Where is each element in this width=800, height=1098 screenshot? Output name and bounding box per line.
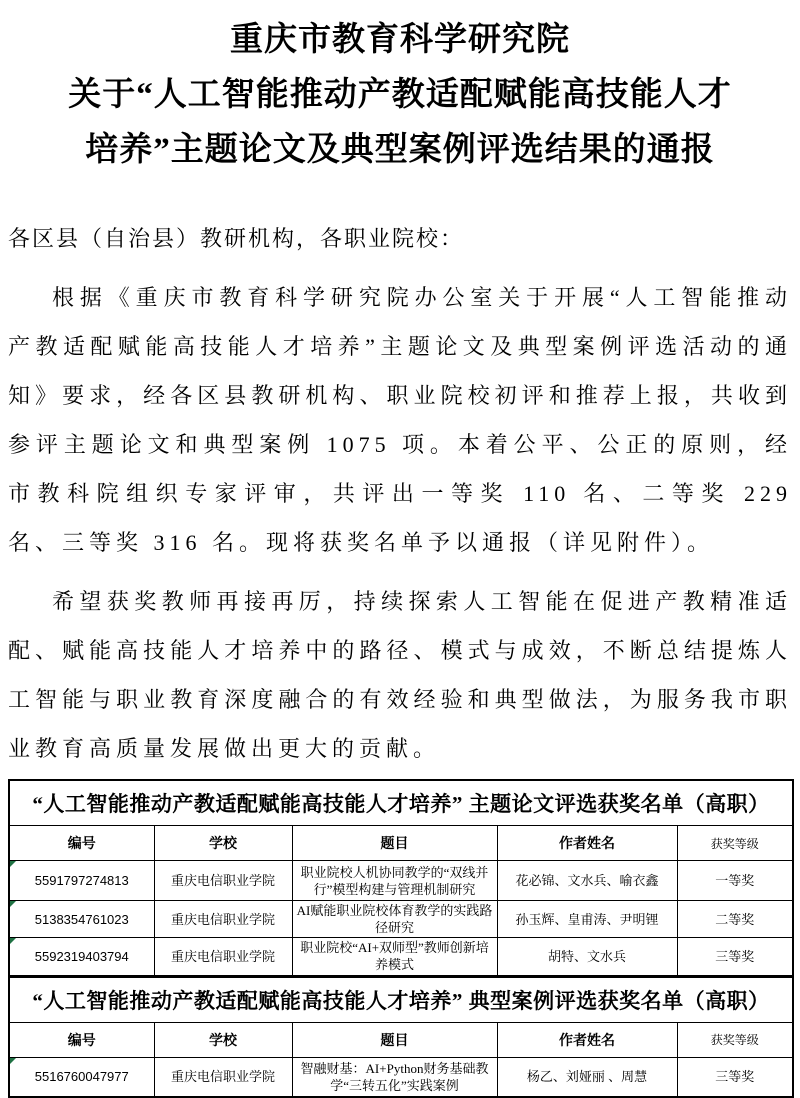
cell-entry-number	[9, 901, 154, 938]
table-row	[9, 938, 793, 976]
cell-school: 重庆电信职业学院	[154, 861, 292, 901]
excel-flag-icon	[10, 861, 16, 867]
excel-flag-icon	[10, 901, 16, 907]
table-header-row	[9, 826, 793, 861]
cell-authors: 花必锦、文水兵、喻衣鑫	[497, 861, 677, 901]
papers-award-table	[8, 779, 794, 977]
title-line-3: 培养”主题论文及典型案例评选结果的通报	[85, 132, 715, 168]
cell-entry-number	[9, 861, 154, 901]
table-header-row	[9, 1022, 793, 1057]
table-title-row	[9, 780, 793, 826]
column-header-id: 编号	[9, 1022, 154, 1057]
excel-flag-icon	[10, 1058, 16, 1064]
table-row	[9, 861, 793, 901]
table-title-row	[9, 977, 793, 1023]
cell-topic: 智融财基：AI+Python财务基础教学“三转五化”实践案例	[292, 1057, 497, 1097]
salutation-line: 各区县（自治县）教研机构，各职业院校：	[8, 226, 465, 251]
title-line-2: 关于“人工智能推动产教适配赋能高技能人才	[68, 77, 732, 113]
column-header-school: 学校	[154, 826, 292, 861]
cell-award: 一等奖	[677, 861, 793, 901]
table-row	[9, 901, 793, 938]
cell-school: 重庆电信职业学院	[154, 901, 292, 938]
document-body	[8, 214, 792, 773]
cell-topic: AI赋能职业院校体育教学的实践路径研究	[292, 901, 497, 938]
column-header-school: 学校	[154, 1022, 292, 1057]
document-title	[0, 13, 800, 178]
cell-topic: 职业院校人机协同教学的“双线并行”模型构建与管理机制研究	[292, 861, 497, 901]
body-paragraph-2: 希望获奖教师再接再厉，持续探索人工智能在促进产教精准适配、赋能高技能人才培养中的路径、模式与成效，不断总结提炼人工智能与职业教育深度融合的有效经验和典型做法，为服务我市职业教育高质量发展做出更大的贡献。	[8, 589, 792, 761]
cases-table-title: “人工智能推动产教适配赋能高技能人才培养” 典型案例评选获奖名单（高职）	[9, 977, 793, 1023]
cell-entry-number	[9, 1057, 154, 1097]
entry-number: 5516760047977	[34, 1069, 129, 1085]
cell-school: 重庆电信职业学院	[154, 1057, 292, 1097]
column-header-topic: 题目	[292, 1022, 497, 1057]
cell-school: 重庆电信职业学院	[154, 938, 292, 976]
entry-number: 5138354761023	[34, 911, 129, 927]
cell-authors: 杨乙、刘娅丽 、周慧	[497, 1057, 677, 1097]
body-paragraph-1: 根据《重庆市教育科学研究院办公室关于开展“人工智能推动产教适配赋能高技能人才培养”主题论文及典型案例评选活动的通知》要求，经各区县教研机构、职业院校初评和推荐上报，共收到参评主题论文和典型案例 1075 项。本着公平、公正的原则，经市教科院组织专家评审，共评出一等奖 110 名、二等奖 229 名、三等奖 316 名。现将获奖名单予以通报（详见附件）。	[8, 285, 792, 555]
cell-entry-number	[9, 938, 154, 976]
excel-flag-icon	[10, 938, 16, 944]
column-header-topic: 题目	[292, 826, 497, 861]
cell-authors: 胡特、文水兵	[497, 938, 677, 976]
table-row	[9, 1057, 793, 1097]
title-line-1: 重庆市教育科学研究院	[230, 22, 570, 58]
column-header-authors: 作者姓名	[497, 1022, 677, 1057]
papers-table-title: “人工智能推动产教适配赋能高技能人才培养” 主题论文评选获奖名单（高职）	[9, 780, 793, 826]
cell-award: 三等奖	[677, 1057, 793, 1097]
column-header-authors: 作者姓名	[497, 826, 677, 861]
cell-award: 二等奖	[677, 901, 793, 938]
entry-number: 5592319403794	[34, 948, 129, 964]
cell-topic: 职业院校“AI+双师型”教师创新培养模式	[292, 938, 497, 976]
entry-number: 5591797274813	[34, 873, 129, 888]
cell-award: 三等奖	[677, 938, 793, 976]
column-header-id: 编号	[9, 826, 154, 861]
cases-award-table	[8, 976, 794, 1098]
cell-authors: 孙玉辉、皇甫涛、尹明锂	[497, 901, 677, 938]
column-header-award: 获奖等级	[677, 1022, 793, 1057]
column-header-award: 获奖等级	[677, 826, 793, 861]
